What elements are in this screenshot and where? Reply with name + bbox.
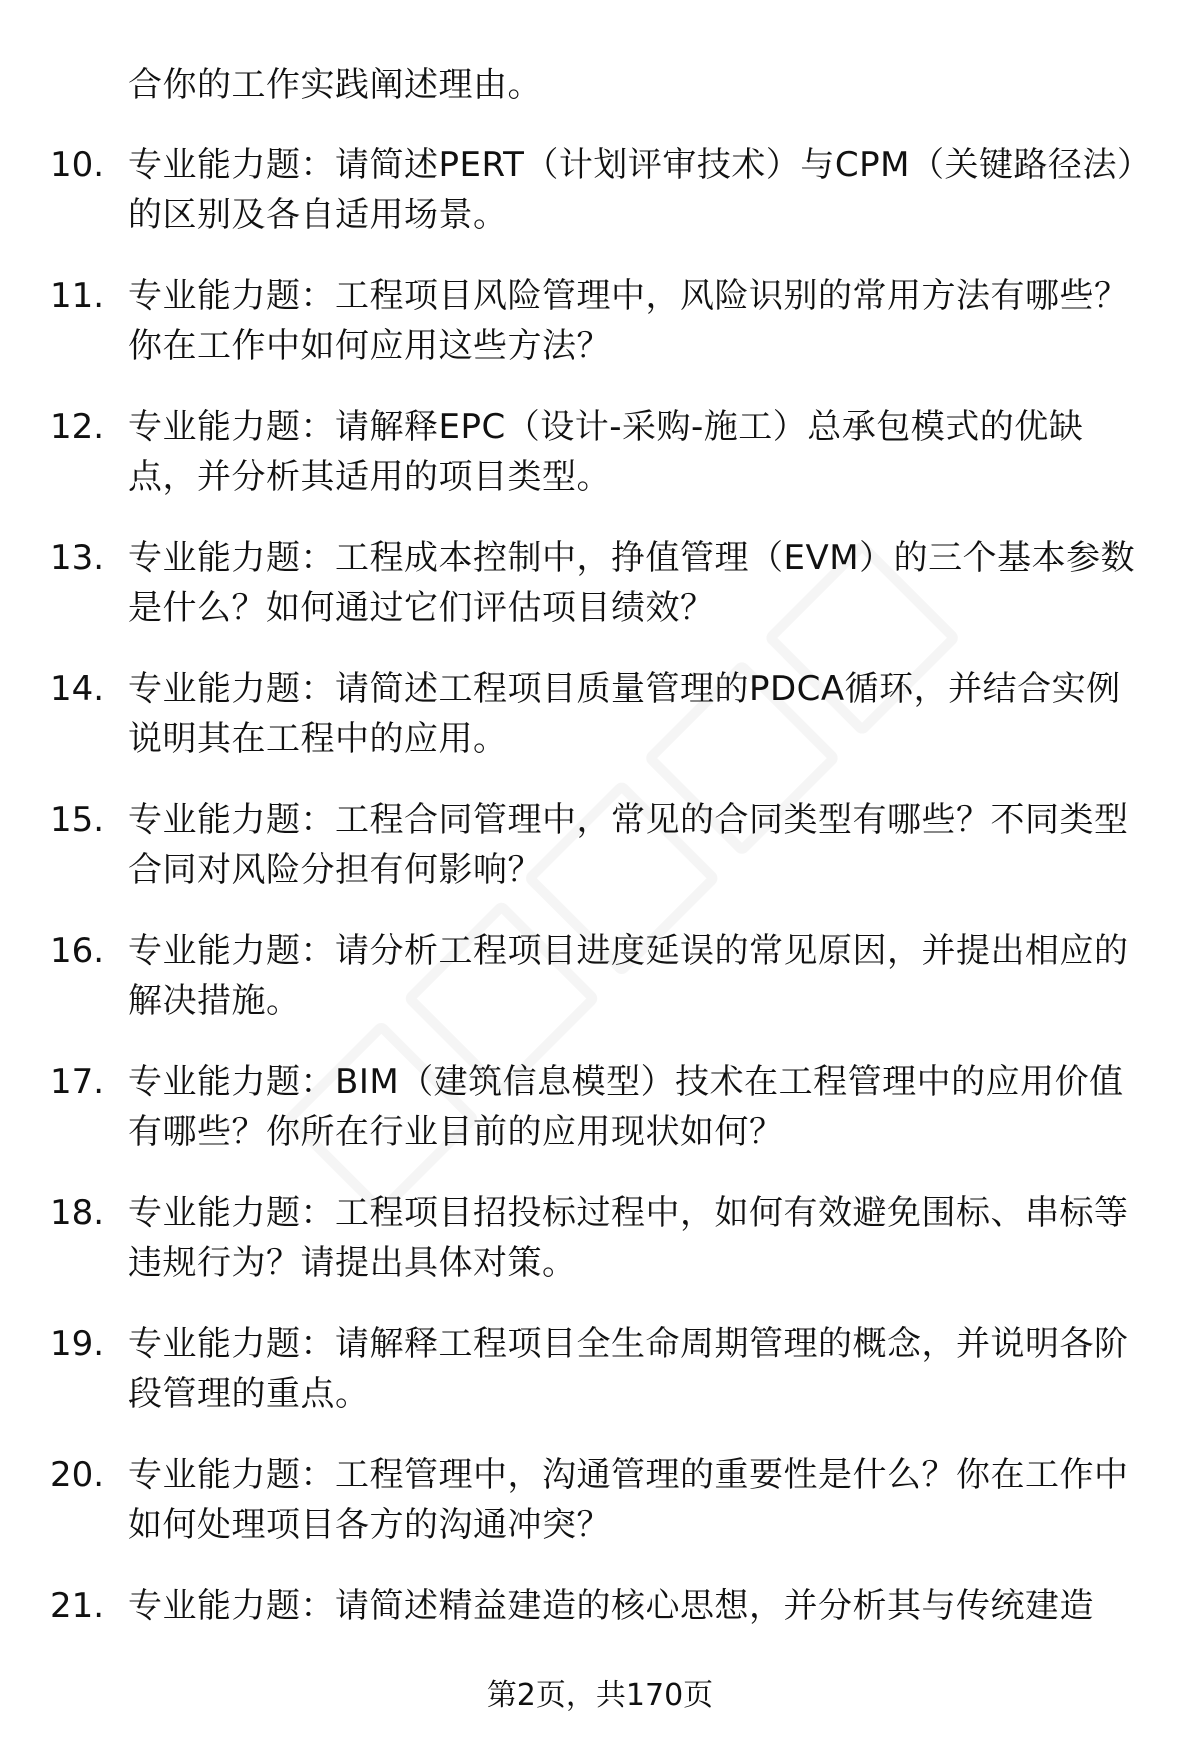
question-number: 15. <box>50 800 105 840</box>
list-item <box>0 1188 1200 1319</box>
question-number: 20. <box>50 1455 105 1495</box>
question-text: 专业能力题：请解释工程项目全生命周期管理的概念，并说明各阶段管理的重点。 <box>128 1324 1129 1414</box>
list-item <box>0 795 1200 926</box>
question-text: 专业能力题：工程成本控制中，挣值管理（EVM）的三个基本参数是什么？如何通过它们评估项目绩效？ <box>128 538 1136 628</box>
question-text: 专业能力题：请分析工程项目进度延误的常见原因，并提出相应的解决措施。 <box>128 931 1129 1021</box>
question-text: 专业能力题：工程项目风险管理中，风险识别的常用方法有哪些？你在工作中如何应用这些方法？ <box>128 276 1129 366</box>
list-item <box>0 1057 1200 1188</box>
question-number: 11. <box>50 276 105 316</box>
question-text: 专业能力题：工程合同管理中，常见的合同类型有哪些？不同类型合同对风险分担有何影响？ <box>128 800 1129 890</box>
list-item <box>0 664 1200 795</box>
question-number: 10. <box>50 145 105 185</box>
page-footer: 第2页，共170页 <box>486 1678 714 1713</box>
list-item <box>0 140 1200 271</box>
question-number: 14. <box>50 669 105 709</box>
continuation-text: 合你的工作实践阐述理由。 <box>128 65 542 105</box>
question-text: 专业能力题：请简述精益建造的核心思想，并分析其与传统建造 <box>128 1586 1094 1626</box>
question-text: 专业能力题：请简述工程项目质量管理的PDCA循环，并结合实例说明其在工程中的应用。 <box>128 669 1121 759</box>
list-item <box>0 402 1200 533</box>
question-text: 专业能力题：工程管理中，沟通管理的重要性是什么？你在工作中如何处理项目各方的沟通冲突？ <box>128 1455 1129 1545</box>
list-item <box>0 1319 1200 1450</box>
question-text: 专业能力题：请解释EPC（设计-采购-施工）总承包模式的优缺点，并分析其适用的项目类型。 <box>128 407 1084 497</box>
question-number: 19. <box>50 1324 105 1364</box>
list-item <box>0 1450 1200 1581</box>
question-number: 17. <box>50 1062 105 1102</box>
question-list <box>0 140 1200 1712</box>
question-number: 21. <box>50 1586 105 1626</box>
question-number: 13. <box>50 538 105 578</box>
question-number: 18. <box>50 1193 105 1233</box>
list-item <box>0 533 1200 664</box>
question-text: 专业能力题：BIM（建筑信息模型）技术在工程管理中的应用价值有哪些？你所在行业目前的应用现状如何？ <box>128 1062 1124 1152</box>
list-item <box>0 926 1200 1057</box>
question-text: 专业能力题：工程项目招投标过程中，如何有效避免围标、串标等违规行为？请提出具体对策。 <box>128 1193 1129 1283</box>
question-number: 12. <box>50 407 105 447</box>
list-item <box>0 271 1200 402</box>
question-text: 专业能力题：请简述PERT（计划评审技术）与CPM（关键路径法）的区别及各自适用场景。 <box>128 145 1135 235</box>
question-number: 16. <box>50 931 105 971</box>
